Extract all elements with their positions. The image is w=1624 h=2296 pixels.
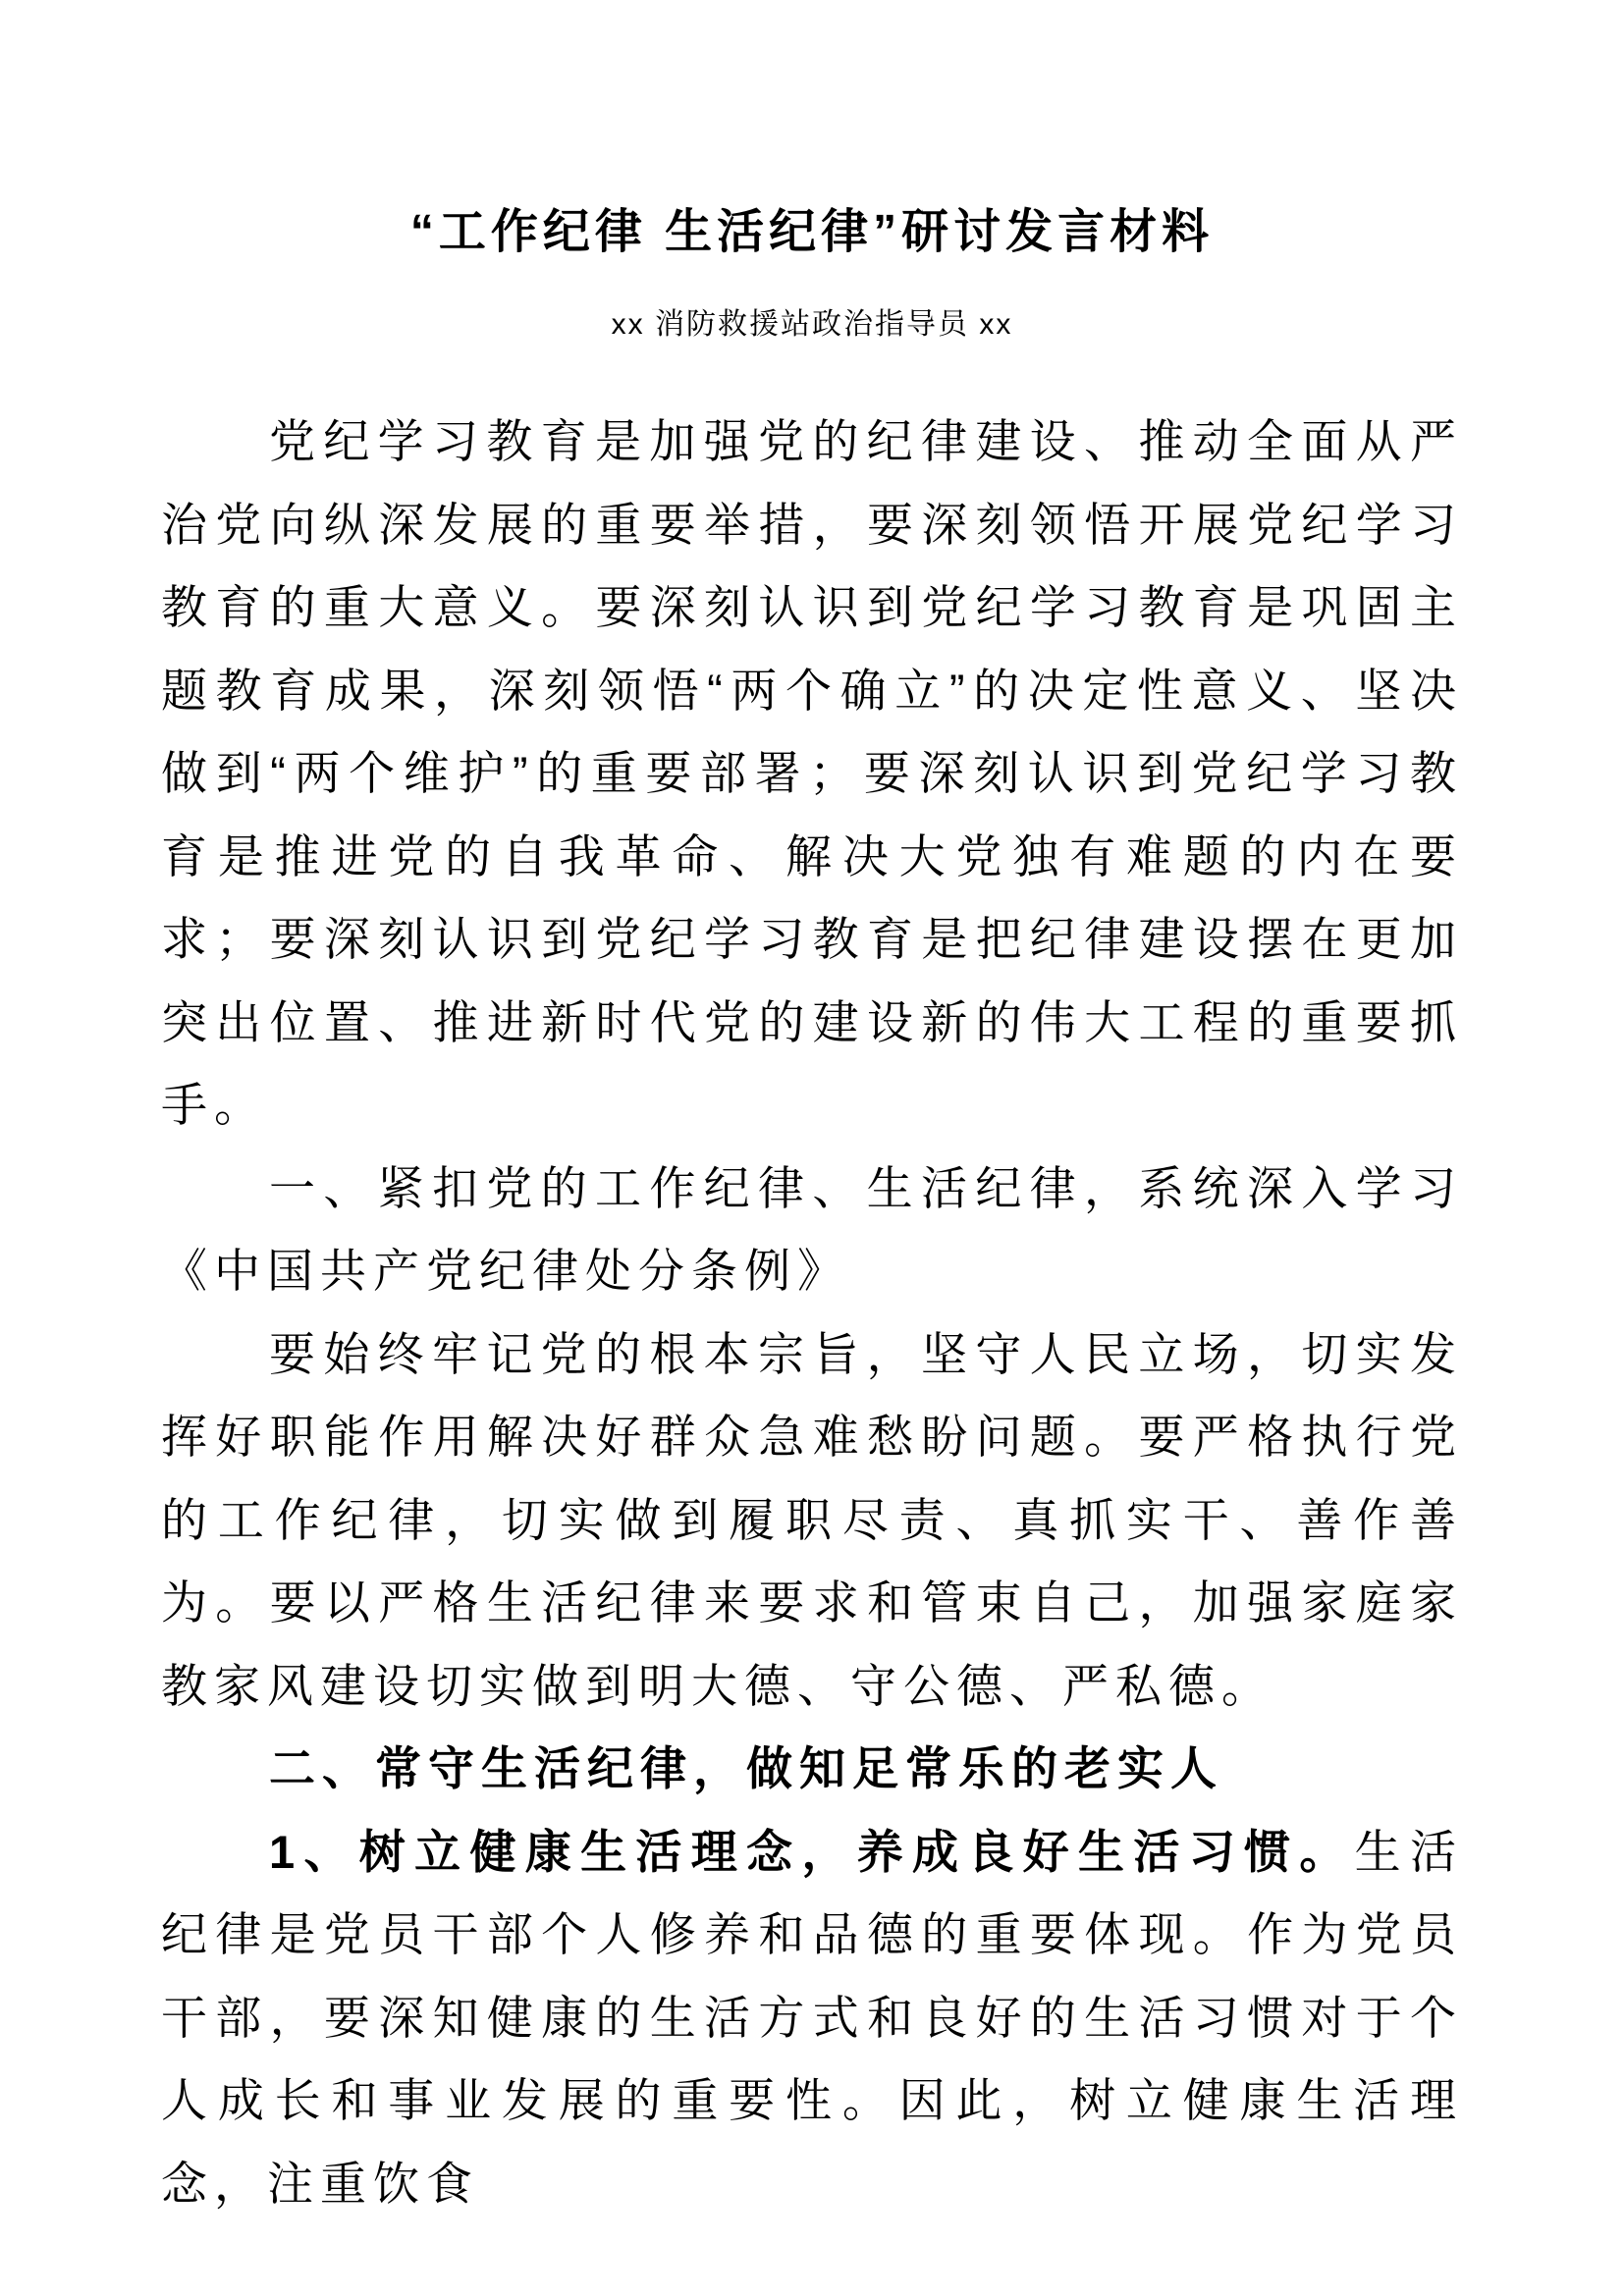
- paragraph-intro: 党纪学习教育是加强党的纪律建设、推动全面从严治党向纵深发展的重要举措，要深刻领悟开展党纪学习教育的重大意义。要深刻认识到党纪学习教育是巩固主题教育成果，深刻领悟“两个确立”的决定性意义、坚决做到“两个维护”的重要部署；要深刻认识到党纪学习教育是推进党的自我革命、解决大党独有难题的内在要求；要深刻认识到党纪学习教育是把纪律建设摆在更加突出位置、推进新时代党的建设新的伟大工程的重要抓手。: [161, 415, 1463, 1131]
- heading-section-one: 一、紧扣党的工作纪律、生活纪律，系统深入学习《中国共产党纪律处分条例》: [161, 1161, 1463, 1297]
- point-one-bold-lead: 1、树立健康生活理念，养成良好生活习惯。: [269, 1825, 1355, 1878]
- document-body: [161, 400, 1463, 2225]
- document-byline: xx 消防救援站政治指导员 xx: [611, 308, 1013, 341]
- point-one-rest: 生活纪律是党员干部个人修养和品德的重要体现。作为党员干部，要深知健康的生活方式和良好的生活习惯对于个人成长和事业发展的重要性。因此，树立健康生活理念，注重饮食: [161, 1825, 1463, 2210]
- document-title: “工作纪律 生活纪律”研讨发言材料: [409, 206, 1215, 258]
- paragraph-point-one: [161, 1811, 1463, 2226]
- heading-section-two: 二、常守生活纪律，做知足常乐的老实人: [269, 1742, 1223, 1794]
- paragraph-section-one: 要始终牢记党的根本宗旨，坚守人民立场，切实发挥好职能作用解决好群众急难愁盼问题。要严格执行党的工作纪律，切实做到履职尽责、真抓实干、善作善为。要以严格生活纪律来要求和管束自己，加强家庭家教家风建设切实做到明大德、守公德、严私德。: [161, 1327, 1463, 1712]
